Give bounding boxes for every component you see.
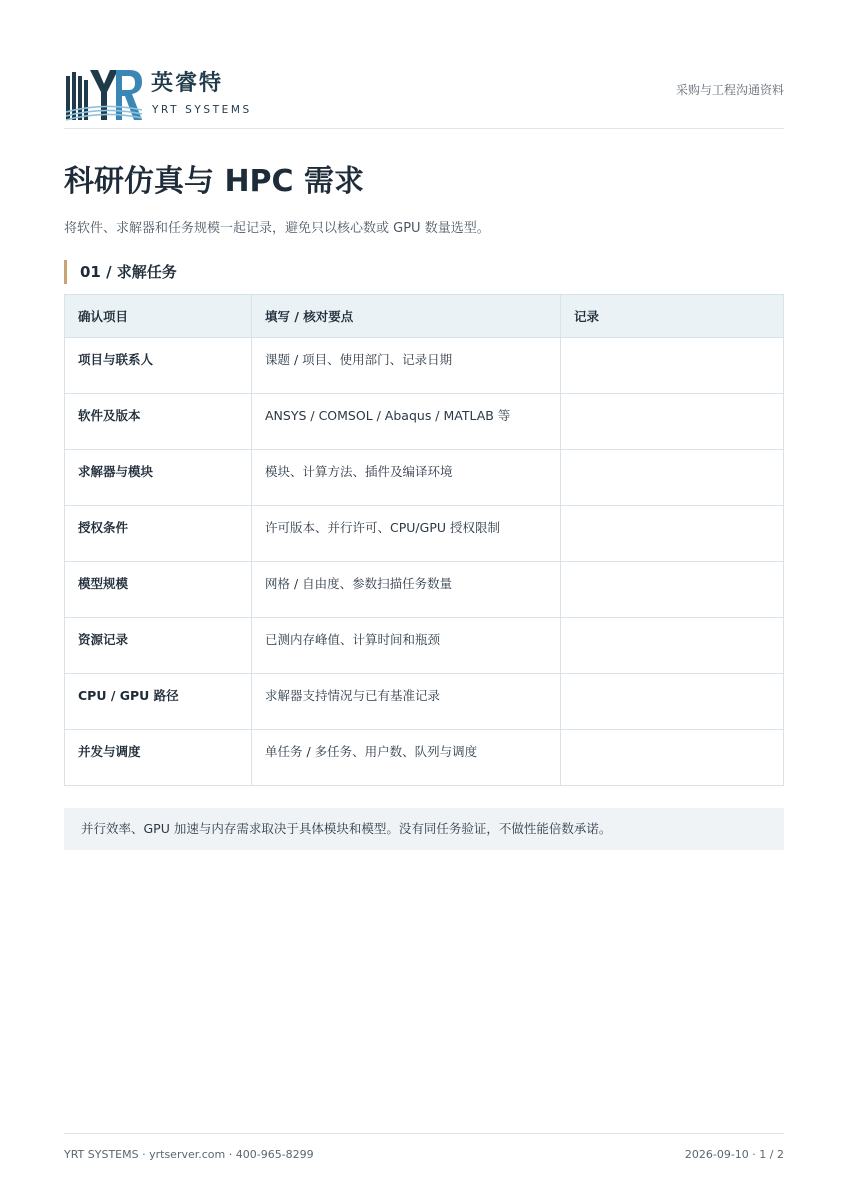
page-header (64, 62, 784, 129)
page-subtitle: 将软件、求解器和任务规模一起记录，避免只以核心数或 GPU 数量选型。 (64, 221, 490, 236)
row-item: 软件及版本 (65, 394, 252, 450)
table-row (65, 618, 784, 674)
disclaimer-note: 并行效率、GPU 加速与内存需求取决于具体模块和模型。没有同任务验证，不做性能倍数承诺。 (64, 808, 784, 850)
row-point: 许可版本、并行许可、CPU/GPU 授权限制 (252, 506, 561, 562)
table-row (65, 674, 784, 730)
row-point: 已测内存峰值、计算时间和瓶颈 (252, 618, 561, 674)
row-point: 网格 / 自由度、参数扫描任务数量 (252, 562, 561, 618)
column-header-point: 填写 / 核对要点 (252, 295, 561, 338)
table-row (65, 450, 784, 506)
footer-contact: YRT SYSTEMS · yrtserver.com · 400-965-8299 (64, 1148, 314, 1161)
row-point: 课题 / 项目、使用部门、记录日期 (252, 338, 561, 394)
section-heading: 01 / 求解任务 (64, 260, 177, 284)
row-record-cell[interactable] (561, 674, 784, 730)
page-title: 科研仿真与 HPC 需求 (64, 164, 364, 199)
table-row (65, 506, 784, 562)
table-row (65, 562, 784, 618)
row-record-cell[interactable] (561, 338, 784, 394)
brand-logo (64, 64, 264, 122)
row-item: 并发与调度 (65, 730, 252, 786)
row-record-cell[interactable] (561, 730, 784, 786)
brand-name-en: YRT SYSTEMS (152, 104, 252, 116)
row-item: CPU / GPU 路径 (65, 674, 252, 730)
document-category: 采购与工程沟通资料 (675, 83, 784, 97)
column-header-item: 确认项目 (65, 295, 252, 338)
table-row (65, 394, 784, 450)
row-point: 模块、计算方法、插件及编译环境 (252, 450, 561, 506)
row-item: 项目与联系人 (65, 338, 252, 394)
column-header-record: 记录 (561, 295, 784, 338)
page-footer (64, 1133, 784, 1164)
row-record-cell[interactable] (561, 562, 784, 618)
table-row (65, 338, 784, 394)
row-item: 求解器与模块 (65, 450, 252, 506)
row-item: 授权条件 (65, 506, 252, 562)
row-item: 资源记录 (65, 618, 252, 674)
table-header-row (65, 295, 784, 338)
row-point: ANSYS / COMSOL / Abaqus / MATLAB 等 (252, 394, 561, 450)
row-point: 求解器支持情况与已有基准记录 (252, 674, 561, 730)
footer-date-page: 2026-09-10 · 1 / 2 (684, 1148, 784, 1161)
requirements-table (64, 294, 784, 786)
row-record-cell[interactable] (561, 450, 784, 506)
row-item: 模型规模 (65, 562, 252, 618)
row-record-cell[interactable] (561, 618, 784, 674)
yrt-logo-icon (64, 66, 144, 122)
row-record-cell[interactable] (561, 394, 784, 450)
brand-name-cn: 英睿特 (151, 71, 224, 96)
table-row (65, 730, 784, 786)
row-record-cell[interactable] (561, 506, 784, 562)
row-point: 单任务 / 多任务、用户数、队列与调度 (252, 730, 561, 786)
